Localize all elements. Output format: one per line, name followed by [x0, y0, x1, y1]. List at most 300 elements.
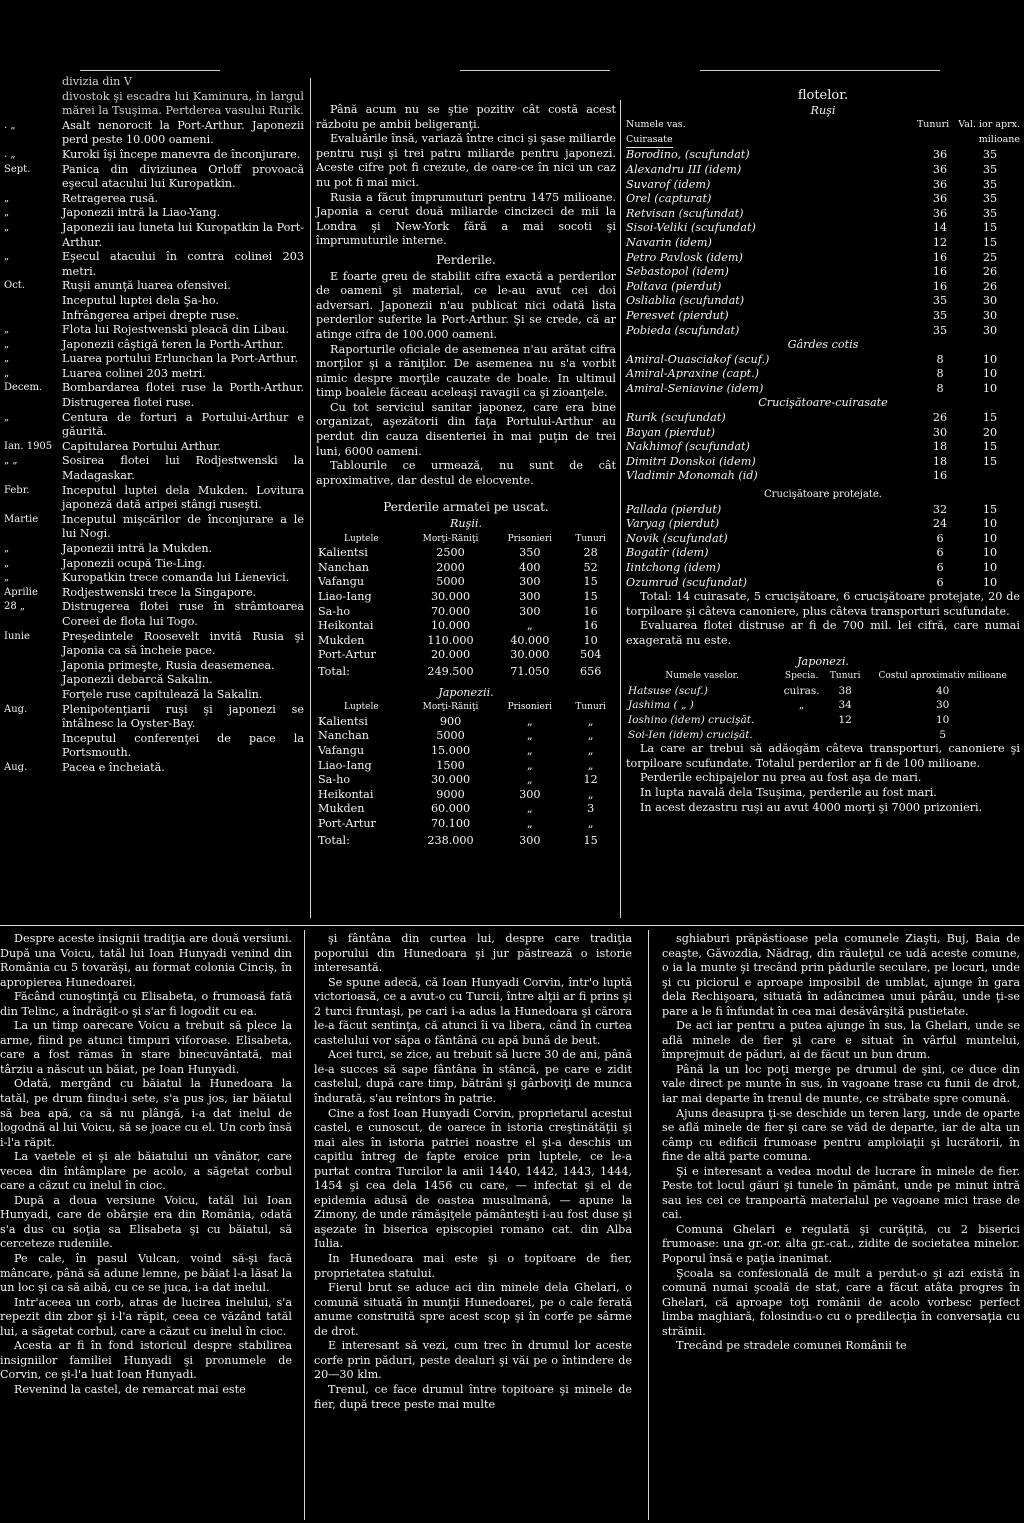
timeline-event: Bombardarea flotei ruse la Porth-Arthur. Distrugerea flotei ruse. — [62, 381, 304, 410]
vessel-guns: 36 — [932, 192, 948, 206]
vessel-row — [626, 546, 1020, 561]
jp-fleet-cell: 30 — [936, 699, 950, 712]
article-paragraph: Intr'aceea un corb, atras de lucirea inelului, s'a repezit din zbor şi i-l'a răpit, ceea ce văzând tatăl lui, a săgetat corbul, care a căzut cu inelul în cioc. — [0, 1295, 292, 1338]
jp-fleet-cell: 38 — [838, 684, 852, 697]
vessel-name: Navarin (idem) — [626, 235, 712, 249]
column-divider-2 — [620, 100, 621, 918]
vessel-name: Borodino, (scufundat) — [626, 148, 750, 162]
table-header-row — [316, 700, 616, 715]
table-cell: „ — [587, 743, 594, 757]
timeline-date: „ — [4, 367, 10, 379]
article-paragraph: Trenul, ce face drumul între topitoare şi minele de fier, după trece peste mai multe — [314, 1382, 632, 1411]
jp-fleet-paragraph: La care ar trebui să adăogăm câteva transporturi, canoniere şi torpiloare scufundate. Totalul perderilor ar fi de 100 milioane. — [626, 742, 1020, 770]
timeline-row — [4, 250, 304, 279]
timeline-row — [4, 338, 304, 353]
timeline-event: Centura de forturi a Portului-Arthur e găurită. — [62, 410, 304, 439]
table-cell: „ — [587, 758, 594, 772]
vessel-name: Pobieda (scufundat) — [626, 323, 740, 337]
table-row — [316, 729, 616, 744]
table-total-cell: 238.000 — [427, 833, 474, 847]
jp-fleet-cell — [778, 713, 825, 728]
table-cell: „ — [587, 714, 594, 728]
timeline-date: „ — [4, 353, 10, 365]
article-paragraph: Ajuns deasupra ţi-se deschide un teren larg, unde de oparte se află minele de fier şi care se văd de departe, iar de alta un câmp cu edificii frumoase pentru amploiaţii şi lucrătorii, în fine de altă parte comuna. — [662, 1106, 1020, 1164]
timeline-date: „ — [4, 207, 10, 219]
table-cell: 350 — [519, 546, 541, 560]
table-cell: 60.000 — [430, 802, 471, 816]
vessel-name: Orel (capturat) — [626, 192, 712, 206]
table-total-cell: Total: — [318, 664, 350, 678]
timeline-row — [4, 630, 304, 659]
vessel-row — [626, 532, 1020, 547]
table-cell: 300 — [519, 575, 541, 589]
jp-fleet-header-cell: Tunuri — [829, 671, 861, 682]
vessel-name: Novik (scufundat) — [626, 531, 728, 545]
vessel-value: 15 — [982, 440, 998, 454]
table-total-cell: 300 — [519, 833, 541, 847]
table-header-cell: Prisonieri — [507, 533, 553, 544]
timeline-row — [4, 513, 304, 542]
vessel-value: 10 — [982, 517, 998, 531]
timeline-date: Iunie — [4, 630, 30, 642]
vessel-guns: 16 — [932, 250, 948, 264]
timeline-date: Aprilie — [4, 586, 38, 598]
hdr-guns: Tunuri — [916, 119, 950, 131]
article-divider-2 — [648, 930, 649, 1520]
table-total-cell: 656 — [579, 664, 602, 678]
timeline-event: Inceputul conferenţei de pace la Portsmouth. — [62, 731, 304, 760]
vessel-row — [626, 207, 1020, 222]
table-cell: 15.000 — [430, 743, 471, 757]
cuirasate-label: Cuirasate — [626, 133, 673, 149]
timeline-event: divostok şi escadra lui Kaminura, în largul mărei la Tsuşima. Pertderea vasului Rurik. — [62, 89, 304, 118]
vessel-name: Alexandru III (idem) — [626, 162, 742, 176]
jp-fleet-cell: 40 — [936, 684, 950, 697]
article-paragraph: Cine a fost Ioan Hunyadi Corvin, proprietarul acestui castel, e cunoscut, de oarece în istoria creştinătăţii şi mai ales în istoria patriei noastre el şi-a deschis un capitlu întreg de fapte eroice prin luptele, ce le-a purtat contra Turcilor la anii 1440, 1442, 1443, 1444, 1454 şi cea dela 1456 cu care, — infectat şi el de epidemia adusă de oastea musulmană, — apune la Zimony, de unde rămăşiţele pământeşti i-au fost duse şi aşezate în biserica episcopiei romano cat. din Alba Iulia. — [314, 1106, 632, 1251]
losses-paragraph: Raporturile oficiale de asemenea n'au arătat cifra morţilor şi a răniţilor. De asemenea nu s'a vorbit nimic despre morţile cauzate de boale. In ultimul timp boalele făceau aceleaşi ravagii ca şi zioanţele. — [316, 342, 616, 400]
timeline-row — [4, 703, 304, 732]
vessel-row — [626, 455, 1020, 470]
jp-fleet-cell: Hatsuse (scuf.) — [628, 684, 708, 697]
vessel-value: 30 — [982, 323, 998, 337]
vessel-guns: 36 — [932, 206, 948, 220]
table-row — [316, 788, 616, 803]
vessel-name: Bayan (pierdut) — [626, 425, 715, 439]
table-row — [316, 634, 616, 649]
table-cell: 16 — [583, 604, 598, 618]
table-cell: Liao-Iang — [318, 590, 372, 603]
table-cell: Liao-Iang — [318, 758, 372, 772]
table-cell: „ — [526, 816, 533, 830]
timeline-event: Infrângerea aripei drepte ruse. — [62, 308, 239, 322]
jp-fleet-cell: Ioshino (idem) crucişăt. — [628, 713, 755, 726]
timeline-event: Eşecul atacului în contra colinei 203 metri. — [62, 250, 304, 278]
article-paragraph: La vaetele ei şi ale băiatului un vânător, care vecea din întâmplare pe acolo, a săgetat corbul care a căzut cu inelul în cioc. — [0, 1150, 292, 1193]
vessel-guns: 32 — [932, 502, 948, 516]
timeline-event: Flota lui Rojestwenski pleacă din Libau. — [62, 323, 289, 337]
fleet-total-paragraph: Total: 14 cuirasate, 5 crucişătoare, 6 crucişătoare protejate, 20 de torpiloare şi câteva canoniere, plus câteva transporturi scufundate. — [626, 590, 1020, 618]
timeline-date: Oct. — [4, 280, 25, 292]
timeline-event: Inceputul luptei dela Şa-ho. — [62, 293, 219, 307]
table-cell: 30.000 — [430, 590, 471, 603]
timeline-date: Martie — [4, 513, 39, 525]
table-cell: 10.000 — [430, 619, 471, 633]
table-header-cell: Morţi-Răniţi — [422, 702, 479, 713]
article-paragraph: Acei turci, se zice, au trebuit să lucre 30 de ani, până le-a succes să sape fântâna în stâncă, pe care e zidit castelul, după care timp, bătrâni şi gârboviţi de munca îndurată, s'au reîntors în patrie. — [314, 1048, 632, 1106]
table-cell: Vafangu — [318, 743, 365, 757]
vessel-value: 15 — [982, 411, 998, 425]
table-header-cell: Luptele — [344, 702, 379, 713]
article-paragraph: Acesta ar fi în fond istoricul despre stabilirea insigniilor familiei Hunyadi şi pronumele de Corvin, ce şi-l'a luat Ioan Hunyadi. — [0, 1339, 292, 1382]
table-cell: „ — [526, 743, 533, 757]
timeline-event: Preşedintele Roosevelt invită Rusia şi Japonia ca să încheie pace. — [62, 629, 304, 658]
vessel-name: Amiral-Ouasciakof (scuf.) — [626, 352, 770, 366]
timeline-event: Sosirea flotei lui Rodjestwenski la Madagaskar. — [62, 454, 304, 483]
army-losses-heading: Perderile armatei pe uscat. — [383, 500, 549, 515]
war-cost-column — [316, 103, 616, 848]
table-total-cell: 15 — [583, 833, 598, 847]
vessel-value: 10 — [982, 531, 998, 545]
vessel-value: 30 — [982, 294, 998, 308]
timeline-row — [4, 221, 304, 250]
fleet-japanese-heading: Japonezi. — [797, 654, 849, 668]
jp-fleet-cell: 5 — [939, 728, 947, 741]
vessel-row — [626, 469, 1020, 484]
table-cell: 30.000 — [510, 648, 550, 662]
vessel-guns: 8 — [936, 367, 944, 381]
vessel-row — [626, 440, 1020, 455]
timeline-row — [4, 673, 304, 688]
fleet-russian-heading: Ruşi — [810, 103, 836, 117]
article-paragraph: Pe cale, în pasul Vulcan, voind să-şi facă mâncare, până să adune lemne, pe băiat l-a lăsat la un loc şi ca să aibă, cu ce se juca, i-a dat inelul. — [0, 1252, 292, 1295]
timeline-event: Inceputul luptei dela Mukden. Lovitura japoneză dată aripei stângi ruseşti. — [62, 483, 304, 512]
timeline-event: Asalt nenorocit la Port-Arthur. Japonezii perd peste 10.000 oameni. — [62, 118, 304, 147]
timeline-row — [4, 659, 304, 674]
jp-fleet-header-cell: Specia. — [784, 671, 819, 682]
vessel-guns: 14 — [932, 221, 948, 235]
timeline-row — [4, 90, 304, 119]
table-total-row — [316, 663, 616, 680]
table-cell: Vafangu — [318, 575, 365, 589]
jp-fleet-cell — [778, 728, 825, 743]
timeline-date: „ — [4, 411, 10, 423]
vessel-value: 15 — [982, 454, 998, 468]
vessel-value: 35 — [982, 148, 998, 162]
japanese-fleet-paragraphs — [626, 742, 1020, 815]
vessel-row — [626, 280, 1020, 295]
table-row — [316, 648, 616, 663]
article-paragraph: Odată, mergând cu băiatul la Hunedoara la tatăl, pe drum fiindu-i sete, s'a pus jos, iar băiatul să bea apă, ca să nu plângă, i-a dat inelul de logodnă al lui Voicu, să se joace cu el. Un corb însă i-l'a răpit. — [0, 1077, 292, 1149]
timeline-event: Japonezii ocupă Tie-Ling. — [62, 556, 206, 570]
fleet-table-header — [626, 118, 1020, 133]
article-paragraph: sghiaburi prăpăstioase pela comunele Ziaşti, Buj, Baia de ceaşte, Găvozdia, Nădrag, din răuleţul ce udă aceste comune, o ia la munte şi trecând prin pădurile seculare, pe locuri, unde şi cu piciorul e aproape imposibil de umblat, ajunge în gara dela Rechişoara, situată în adâncimea unui pârâu, unde ţi-se pare a le fi înfundat în cea mai desăvârşită pustietate. — [662, 932, 1020, 1018]
top-rule-left — [80, 70, 220, 71]
table-cell: Heikontai — [318, 787, 374, 801]
jp-fleet-header-cell: Numele vaselor. — [665, 671, 739, 682]
vessel-guns: 6 — [936, 546, 944, 560]
vessel-name: Nakhimof (scufundat) — [626, 440, 750, 454]
russian-losses-table — [316, 532, 616, 680]
vessel-row — [626, 294, 1020, 309]
timeline-date: . „ — [4, 148, 16, 160]
gardes-list — [626, 353, 1020, 397]
table-header-cell: Tunuri — [575, 702, 606, 713]
vessel-row — [626, 265, 1020, 280]
section-divider — [0, 925, 1024, 926]
jp-fleet-row — [626, 698, 1020, 713]
table-cell: Sa-ho — [318, 604, 351, 618]
hdr-value: Val. ior aprx. — [958, 119, 1020, 131]
timeline-event: Luarea colinei 203 metri. — [62, 366, 206, 380]
vessel-row — [626, 148, 1020, 163]
table-cell: 5000 — [436, 575, 465, 589]
table-row — [316, 619, 616, 634]
hdr-vessel-name: Numele vas. — [626, 119, 686, 131]
timeline-row — [4, 279, 304, 294]
timeline-row — [4, 557, 304, 572]
table-cell: „ — [526, 758, 533, 772]
table-cell: Kalientsi — [318, 714, 368, 728]
table-cell: 3 — [587, 802, 595, 816]
table-cell: 10 — [583, 633, 598, 647]
vessel-row — [626, 426, 1020, 441]
vessel-guns: 35 — [932, 308, 948, 322]
table-row — [316, 575, 616, 590]
timeline-date: „ — [4, 221, 10, 233]
table-header-cell: Luptele — [344, 533, 379, 544]
fleet-losses-column — [626, 88, 1020, 815]
vessel-guns: 18 — [932, 440, 948, 454]
timeline-row — [4, 119, 304, 148]
timeline-event: Kuroki îşi începe manevra de înconjurare. — [62, 147, 301, 161]
article-paragraph: Trecând pe stradele comunei Românii te — [676, 1339, 907, 1353]
vessel-name: Sebastopol (idem) — [626, 265, 729, 279]
table-cell: „ — [526, 714, 533, 728]
table-row — [316, 561, 616, 576]
vessel-name: Varyag (pierdut) — [626, 517, 720, 531]
timeline-date: „ — [4, 251, 10, 263]
vessel-guns: 18 — [932, 454, 948, 468]
vessel-value — [960, 469, 1020, 484]
table-cell: „ — [526, 619, 533, 633]
table-cell: 15 — [583, 590, 598, 603]
article-paragraph: Până la un loc poţi merge pe drumul de şini, ce duce din vale direct pe munte în sus, în vagoane trase cu funii de drot, iar mai departe în trenul de munte, ce străbate spre comună. — [662, 1062, 1020, 1106]
losses-paragraph: Tablourile ce urmează, nu sunt de cât aproximative, dar destul de elocvente. — [316, 459, 616, 487]
vessel-value: 30 — [982, 308, 998, 322]
vessel-guns: 35 — [932, 323, 948, 337]
vessel-row — [626, 309, 1020, 324]
article-paragraph: Făcând cunoştinţă cu Elisabeta, o frumoasă fată din Telinc, a îndrăgit-o şi s'ar fi logodit cu ea. — [0, 990, 292, 1018]
timeline-row — [4, 688, 304, 703]
table-cell: Kalientsi — [318, 546, 368, 560]
timeline-date: „ „ — [4, 455, 18, 467]
timeline-row — [4, 542, 304, 557]
vessel-value: 10 — [982, 367, 998, 381]
table-row — [316, 715, 616, 730]
jp-fleet-row — [626, 713, 1020, 728]
hdr-value-unit: milioane — [978, 133, 1020, 145]
timeline-row — [4, 163, 304, 192]
vessel-row — [626, 236, 1020, 251]
vessel-value: 35 — [982, 192, 998, 206]
fleet-heading: flotelor. — [797, 88, 849, 103]
vessel-name: Pallada (pierdut) — [626, 502, 722, 516]
table-cell: „ — [526, 802, 533, 816]
vessel-row — [626, 353, 1020, 368]
table-cell: „ — [587, 816, 594, 830]
cuirasate-list — [626, 148, 1020, 338]
cruiser-protected-label: Crucişătoare protejate. — [764, 489, 882, 501]
timeline-date: Ian. 1905 — [4, 440, 53, 452]
article-paragraph: E interesant să vezi, cum trec în drumul lor aceste corfe prin păduri, peste dealuri şi văi pe o întindere de 20—30 klm. — [314, 1339, 632, 1382]
table-cell: 300 — [519, 604, 541, 618]
timeline-date: Aug. — [4, 761, 28, 773]
vessel-name: Retvisan (scufundat) — [626, 206, 744, 220]
vessel-name: Petro Pavlosk (idem) — [626, 250, 743, 264]
vessel-guns: 36 — [932, 162, 948, 176]
table-cell: 16 — [583, 619, 598, 633]
jp-fleet-cell: 34 — [838, 699, 852, 712]
timeline-event: Rodjestwenski trece la Singapore. — [62, 585, 257, 599]
table-cell: Port-Artur — [318, 648, 376, 662]
timeline-row — [4, 323, 304, 338]
timeline-date: Decem. — [4, 382, 43, 394]
vessel-guns: 16 — [932, 265, 948, 279]
vessel-value: 20 — [982, 425, 998, 439]
table-cell: 12 — [583, 773, 598, 787]
jp-fleet-header — [626, 669, 1020, 684]
vessel-row — [626, 503, 1020, 518]
timeline-row — [4, 192, 304, 207]
article-paragraph: Comuna Ghelari e regulată şi curăţită, cu 2 biserici frumoase: una gr.-or. alta gr.-cat., zidite de societatea minelor. Poporul însă e paţia inanimat. — [662, 1222, 1020, 1266]
table-row — [316, 773, 616, 788]
timeline-event: Japonezii câştigă teren la Porth-Arthur. — [62, 337, 284, 351]
timeline-row — [4, 600, 304, 629]
intro-paragraph: Până acum nu se ştie pozitiv cât costă acest războiu pe ambii beligeranţi. — [316, 103, 616, 131]
table-cell: 110.000 — [427, 633, 474, 647]
losses-paragraph: Cu tot serviciul sanitar japonez, care era bine organizat, aşezătorii din faţa Portului-Arthur au perdut din cauza disenteriei în mai puţin de trei luni, 6000 oameni. — [316, 400, 616, 458]
article-paragraph: şi fântâna din curtea lui, despre care tradiţia poporului din Hunedoara şi jur păstrează o istorie interesantă. — [314, 932, 632, 975]
table-row — [316, 590, 616, 605]
jp-fleet-cell: cuiras. — [783, 684, 820, 697]
vessel-value: 25 — [982, 250, 998, 264]
table-cell: 70.100 — [430, 816, 471, 830]
russian-losses-heading: Ruşii. — [449, 517, 483, 531]
vessel-guns: 35 — [932, 294, 948, 308]
japanese-fleet-table — [626, 669, 1020, 742]
table-cell: „ — [587, 787, 594, 801]
table-cell: „ — [587, 729, 594, 743]
table-row — [316, 817, 616, 832]
table-cell: Nanchan — [318, 729, 370, 743]
table-cell: Mukden — [318, 802, 365, 816]
vessel-value: 10 — [982, 352, 998, 366]
table-cell: 52 — [583, 560, 598, 574]
table-header-row — [316, 532, 616, 547]
article-paragraph: La un timp oarecare Voicu a trebuit să plece la arme, fiind pe atunci timpuri viforoase. Elisabeta, care a fost rămas în stare binecuvântată, mai târziu a născut un băiat, pe Ioan Hunyadi. — [0, 1019, 292, 1076]
table-cell: 300 — [519, 590, 541, 603]
timeline-event: Kuropatkin trece comanda lui Lienevici. — [62, 571, 290, 585]
vessel-row — [626, 411, 1020, 426]
vessel-guns: 26 — [932, 411, 948, 425]
timeline-row — [4, 367, 304, 382]
vessel-guns: 30 — [932, 425, 948, 439]
timeline-row — [4, 309, 304, 324]
fleet-evaluation-paragraph: Evaluarea flotei distruse ar fi de 700 mil. lei cifră, care numai exagerată nu este. — [626, 619, 1020, 647]
timeline-column — [4, 75, 304, 776]
timeline-date: Sept. — [4, 163, 31, 175]
timeline-event: Forţele ruse capitulează la Sakalin. — [62, 687, 263, 701]
vessel-guns: 24 — [932, 517, 948, 531]
jp-fleet-cell: Soi-Ien (idem) crucişăt. — [628, 728, 753, 741]
column-divider-1 — [310, 78, 311, 918]
table-cell: „ — [526, 773, 533, 787]
timeline-event: Plenipotenţiarii ruşi şi japonezi se întâlnesc la Oyster-Bay. — [62, 702, 304, 731]
timeline-date: „ — [4, 557, 10, 569]
timeline-date: Aug. — [4, 703, 28, 715]
table-cell: 28 — [583, 546, 598, 560]
timeline-event: Luarea portului Erlunchan la Port-Arthur. — [62, 352, 299, 366]
table-row — [316, 759, 616, 774]
vessel-name: Iintchong (idem) — [626, 561, 721, 574]
table-header-cell: Prisonieri — [507, 702, 553, 713]
timeline-row — [4, 381, 304, 410]
fleet-table-subheader — [626, 133, 1020, 149]
losses-paragraph: E foarte greu de stabilit cifra exactă a perderilor de oameni şi material, ce le-au avut cei doi adversari. Japonezii n'au publicat nici odată lista perderilor suferite la Port-Arthur. Şi se crede, că ar atinge cifra de 100.000 oameni. — [316, 269, 616, 341]
cruiser-protected-list — [626, 503, 1020, 591]
table-header-cell: Morţi-Răniţi — [422, 533, 479, 544]
article-paragraph: Revenind la castel, de remarcat mai este — [14, 1382, 246, 1396]
vessel-name: Vladimir Monomah (id) — [626, 469, 758, 483]
timeline-row — [4, 732, 304, 761]
table-cell: 70.000 — [430, 604, 471, 618]
vessel-guns: 6 — [936, 561, 944, 574]
vessel-value: 10 — [982, 381, 998, 395]
vessel-value: 15 — [982, 221, 998, 235]
vessel-value: 35 — [982, 177, 998, 191]
vessel-guns: 8 — [936, 352, 944, 366]
timeline-event: Japonezii intră la Liao-Yang. — [62, 206, 221, 220]
timeline-event: divizia din V — [62, 75, 132, 88]
vessel-row — [626, 251, 1020, 266]
vessel-name: Peresvet (pierdut) — [626, 308, 729, 322]
vessel-value: 10 — [982, 561, 998, 574]
timeline-event: Panica din diviziunea Orloff provoacă eşecul atacului lui Kuropatkin. — [62, 162, 304, 191]
vessel-guns: 16 — [932, 469, 948, 483]
article-paragraph: Şi e interesant a vedea modul de lucrare în minele de fier. Peste tot locul găuri şi tunele în pământ, unde pe minut intră sau ies cei ce tranpoartă materialul pe vagoane mici trase de cai. — [662, 1164, 1020, 1222]
article-paragraph: In Hunedoara mai este şi o topitoare de fier, proprietatea statului. — [314, 1252, 632, 1280]
vessel-name: Amiral-Apraxine (capt.) — [626, 367, 760, 381]
table-cell: Port-Artur — [318, 816, 376, 830]
table-cell: Sa-ho — [318, 773, 351, 787]
article-paragraph: Fierul brut se aduce aci din minele dela Ghelari, o comună situată în munţii Hunedoarei, pe o cale ferată anume construită spre acest scop şi în corfe pe sârme de drot. — [314, 1281, 632, 1338]
vessel-value: 35 — [982, 206, 998, 220]
timeline-event: Retragerea rusă. — [62, 191, 159, 205]
vessel-name: Suvarof (idem) — [626, 177, 711, 191]
table-row — [316, 546, 616, 561]
table-cell: Mukden — [318, 633, 365, 647]
table-cell: 30.000 — [430, 773, 471, 787]
timeline-row — [4, 206, 304, 221]
timeline-date: „ — [4, 192, 10, 204]
timeline-date: 28 „ — [4, 601, 26, 613]
timeline-row — [4, 761, 304, 776]
vessel-row — [626, 517, 1020, 532]
article-paragraph: Despre aceste insignii tradiţia are două versiuni. După una Voicu, tatăl lui Ioan Hunyadi venind din România cu 5 tovarăşi, au format colonia Cinciş, în apropierea Hunedoarei. — [0, 932, 292, 989]
jp-fleet-paragraph: In lupta navală dela Tsuşima, perderile au fost mari. — [640, 785, 937, 799]
timeline-event: Distrugerea flotei ruse în strâmtoarea Coreei de flota lui Togo. — [62, 600, 304, 628]
timeline-event: Japonezii intră la Mukden. — [62, 542, 213, 555]
